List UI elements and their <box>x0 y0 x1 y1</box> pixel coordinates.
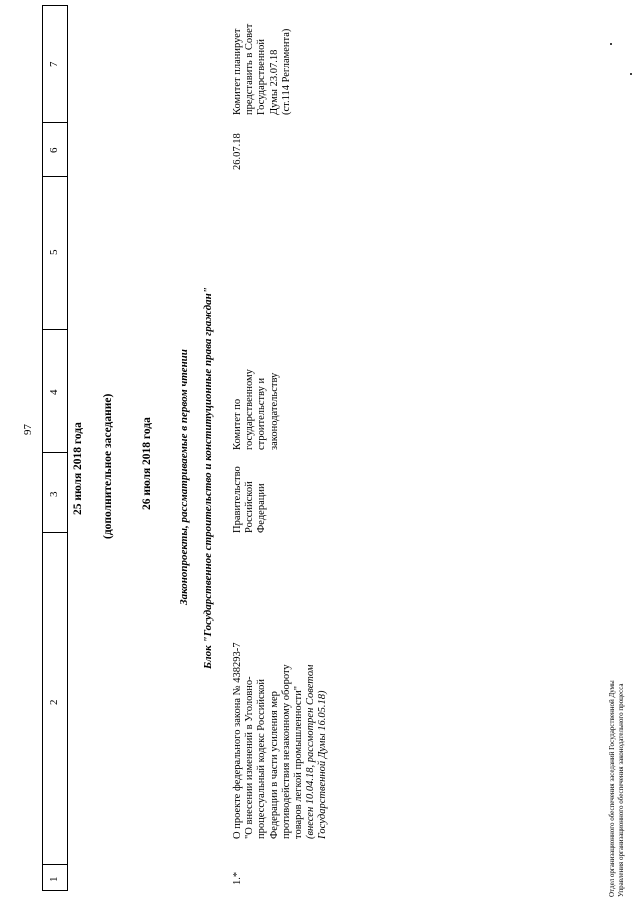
header-top-border <box>42 5 43 891</box>
row-number: 1.* <box>232 871 243 885</box>
header-divider <box>42 176 68 177</box>
remark <box>232 24 293 115</box>
header-divider <box>42 329 68 330</box>
header-divider <box>42 532 68 533</box>
column-number: 6 <box>48 147 60 153</box>
bill-title <box>232 642 330 839</box>
initiator-line: Российской <box>244 481 256 533</box>
block-heading: Блок "Государственное строительство и конституционные права граждан" <box>202 287 214 669</box>
column-number: 3 <box>48 491 60 497</box>
bill-title-line: процессуальный кодекс Российской <box>256 678 268 839</box>
session-note: (дополнительное заседание) <box>102 393 114 539</box>
category-heading: Законопроекты, рассматриваемые в первом чтении <box>178 349 190 605</box>
committee-line: государственному <box>244 369 256 450</box>
session-date: 25 июля 2018 года <box>72 422 84 515</box>
bill-note-line: (внесен 10.04.18, рассмотрен Советом <box>305 664 317 839</box>
bill-title-line: товаров легкой промышленности" <box>293 685 305 839</box>
remark-line: Думы 23.07.18 <box>268 49 280 115</box>
column-number: 7 <box>48 61 60 67</box>
responsible-committee <box>232 369 281 450</box>
footer <box>608 680 626 897</box>
scan-speck <box>610 43 612 45</box>
bill-title-line: "О внесении изменений в Уголовно- <box>244 676 256 839</box>
column-number: 5 <box>48 249 60 255</box>
initiator-line: Федерации <box>256 483 268 533</box>
column-number: 2 <box>48 699 60 705</box>
footer-line: Управления организационного обеспечения законодательного процесса <box>617 683 625 897</box>
header-divider <box>42 864 68 865</box>
header-divider <box>42 122 68 123</box>
initiator-line: Правительство <box>232 466 243 533</box>
remark-line: представить в Совет <box>244 23 256 115</box>
committee-line: Комитет по <box>232 398 243 450</box>
committee-line: законодательству <box>268 372 280 450</box>
footer-line: Отдел организационного обеспечения заседаний Государственной Думы <box>608 680 616 897</box>
header-divider <box>42 5 68 6</box>
column-number: 4 <box>48 389 60 395</box>
initiator <box>232 466 269 533</box>
column-number: 1 <box>48 876 60 882</box>
committee-line: строительству и <box>256 377 268 450</box>
bill-title-line: противодействия незаконному обороту <box>280 664 292 839</box>
bill-title-line: О проекте федерального закона № 438293-7 <box>232 642 243 839</box>
session-date: 26 июля 2018 года <box>141 417 153 510</box>
consideration-date: 26.07.18 <box>232 133 243 170</box>
remark-line: Комитет планирует <box>232 28 243 115</box>
remark-line: (ст.114 Регламента) <box>280 28 292 115</box>
header-divider <box>42 452 68 453</box>
bill-note-line: Государственной Думы 16.05.18) <box>317 690 329 839</box>
remark-line: Государственной <box>256 39 268 115</box>
header-bottom-border <box>67 5 68 891</box>
page-number: 97 <box>22 424 34 435</box>
scan-speck <box>630 73 632 75</box>
bill-title-line: Федерации в части усиления мер <box>268 691 280 839</box>
header-divider <box>42 890 68 891</box>
